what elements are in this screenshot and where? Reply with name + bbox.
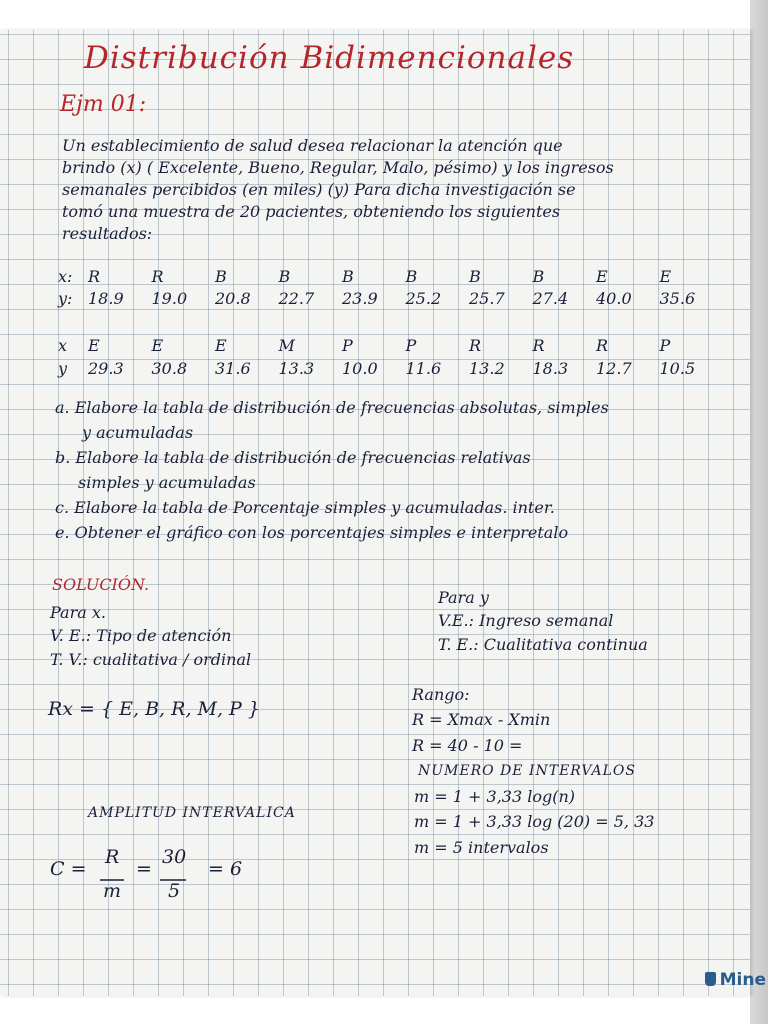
solution-heading: SOLUCIÓN.	[52, 575, 150, 594]
table2-y-cell: 12.7	[596, 359, 632, 378]
sturges-calc: m = 1 + 3,33 log (20) = 5, 33	[414, 812, 655, 831]
table2-y-label: y	[58, 359, 68, 378]
c-num1: R	[105, 846, 120, 868]
table1-y-cell: 22.7	[278, 289, 315, 308]
logo-icon	[705, 972, 716, 986]
watermark-text: Mine	[719, 970, 766, 990]
table1-x-cell: R	[151, 267, 164, 286]
table1-x-cell: B	[215, 267, 227, 286]
table2-y-cell: 13.2	[469, 359, 505, 378]
c-num2: 30	[162, 846, 187, 868]
right-ve: V.E.: Ingreso semanal	[438, 611, 614, 630]
table1-y-cell: 27.4	[532, 289, 569, 308]
table1-y-cell: 19.0	[151, 289, 188, 308]
page-edge	[750, 0, 768, 1024]
c-den2: 5	[168, 880, 181, 902]
rx-set: Rx = { E, B, R, M, P }	[48, 698, 260, 720]
table2-y-cell: 18.3	[532, 359, 569, 378]
c-den1: m	[103, 880, 122, 902]
statement-line-3: semanales percibidos (en miles) (y) Para dicha investigación se	[62, 180, 576, 199]
left-para: Para x.	[50, 603, 106, 622]
c-result: = 6	[208, 858, 243, 880]
question-e: e. Obtener el gráfico con los porcentajes simples e interpretalo	[55, 523, 569, 542]
left-ve: V. E.: Tipo de atención	[50, 626, 232, 645]
table1-y-cell: 23.9	[342, 289, 378, 308]
table1-y-cell: 25.7	[469, 289, 505, 308]
question-b-cont: simples y acumuladas	[78, 473, 256, 492]
table2-x-cell: E	[215, 336, 227, 355]
statement-line-5: resultados:	[62, 224, 153, 243]
table2-y-cell: 10.0	[342, 359, 378, 378]
table2-y-cell: 30.8	[151, 359, 188, 378]
question-b: b. Elabore la tabla de distribución de frecuencias relativas	[55, 448, 531, 467]
table2-x-label: x	[58, 336, 68, 355]
table2-x-cell: E	[88, 336, 100, 355]
statement-line-4: tomó una muestra de 20 pacientes, obteniendo los siguientes	[62, 202, 561, 221]
table1-x-cell: E	[596, 267, 608, 286]
question-c: c. Elabore la tabla de Porcentaje simples y acumuladas. inter.	[55, 498, 555, 517]
table2-y-cell: 29.3	[88, 359, 124, 378]
table2-y-cell: 11.6	[405, 359, 442, 378]
table2-y-cell: 10.5	[659, 359, 696, 378]
pen-marks	[0, 30, 750, 996]
rango-label: Rango:	[412, 685, 470, 704]
rango-formula: R = Xmax - Xmin	[412, 710, 551, 729]
table1-y-cell: 40.0	[596, 289, 632, 308]
table1-y-cell: 35.6	[659, 289, 696, 308]
table1-x-cell: B	[532, 267, 545, 286]
notebook-page	[0, 30, 750, 996]
amplitud-title: AMPLITUD INTERVALICA	[88, 805, 296, 821]
table1-x-cell: B	[405, 267, 418, 286]
watermark-logo	[705, 970, 766, 990]
question-a: a. Elabore la tabla de distribución de frecuencias absolutas, simples	[55, 398, 609, 417]
exercise-label: Ejm 01:	[60, 92, 147, 117]
table1-x-label: x:	[58, 267, 73, 286]
table1-y-cell: 20.8	[215, 289, 251, 308]
table1-y-cell: 18.9	[88, 289, 124, 308]
table2-x-cell: R	[532, 336, 545, 355]
table2-x-cell: P	[342, 336, 353, 355]
table1-x-cell: B	[278, 267, 291, 286]
table2-x-cell: M	[278, 336, 295, 355]
right-para: Para y	[438, 588, 489, 607]
table2-x-cell: R	[469, 336, 482, 355]
table1-y-label: y:	[58, 289, 73, 308]
left-tv: T. V.: cualitativa / ordinal	[50, 650, 252, 669]
c-lhs: C =	[50, 858, 87, 880]
table2-y-cell: 13.3	[278, 359, 315, 378]
table2-x-cell: E	[151, 336, 164, 355]
statement-line-2: brindo (x) ( Excelente, Bueno, Regular, Malo, pésimo) y los ingresos	[62, 158, 614, 177]
sturges-result: m = 5 intervalos	[414, 838, 549, 857]
question-a-cont: y acumuladas	[82, 423, 194, 442]
table1-x-cell: E	[659, 267, 672, 286]
table1-y-cell: 25.2	[405, 289, 442, 308]
c-eq: =	[136, 858, 152, 880]
num-intervalos-title: NUMERO DE INTERVALOS	[418, 763, 636, 779]
table2-x-cell: P	[405, 336, 417, 355]
statement-line-1: Un establecimiento de salud desea relacionar la atención que	[62, 136, 563, 155]
table2-x-cell: P	[659, 336, 671, 355]
table1-x-cell: B	[469, 267, 481, 286]
table2-y-cell: 31.6	[215, 359, 251, 378]
table1-x-cell: B	[342, 267, 354, 286]
page-title: Distribución Bidimencionales	[84, 40, 575, 76]
rango-value: R = 40 - 10 =	[412, 736, 523, 755]
right-te: T. E.: Cualitativa continua	[438, 635, 648, 654]
sturges-formula: m = 1 + 3,33 log(n)	[414, 787, 575, 806]
table2-x-cell: R	[596, 336, 609, 355]
table1-x-cell: R	[88, 267, 101, 286]
